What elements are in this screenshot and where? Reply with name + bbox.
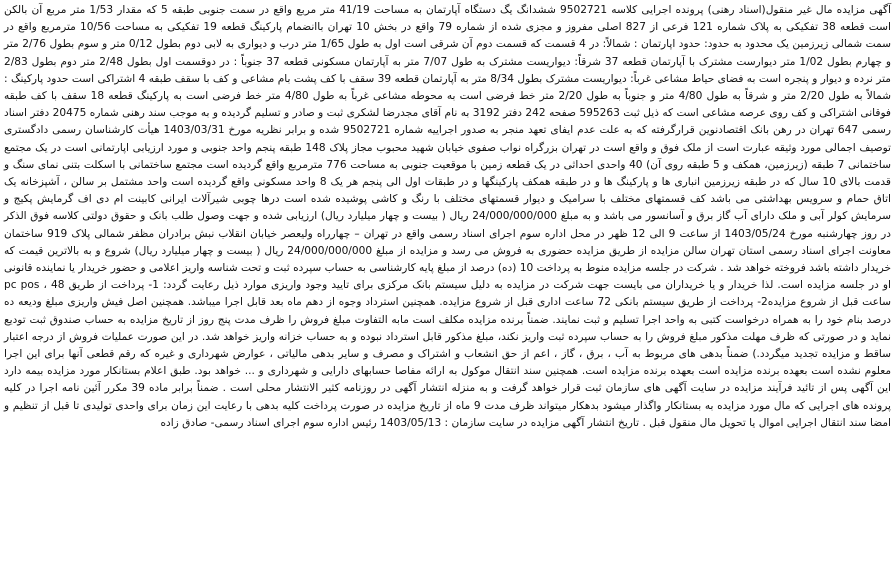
notice-body-text: آگهی مزایده مال غیر منقول(اسناد رهنی) پرونده اجرایی کلاسه 9502721 ششدانگ یگ دستگاه آپارتمان به مساحت 41/19 متر مربع واقع در سمت جنوبی طبقه 5 که مقدار 1/53 متر مربع آن بالکن است قطعه 38 تفکیکی به پلاک شماره 121 فرعی از 827 اصلی مفروز و مجزی شده از شماره 79 واقع در بخش 10 تهران باانضمام پارکینگ قطعه 19 تفکیکی به مساحت 10/56 مترمربع واقع در سمت شمالی زیرزمین یک محدود به حدود: حدود اپارتمان : شمالاً: در 4 قسمت که قسمت دوم آن شرقی است اول به طول 1/65 متر درب و دیواری به لابی دوم بطول 0/12 متر و سوم بطول 2/76 متر و چهارم بطول 1/02 متر دیوارست مشترک با آپارتمان قطعه 37 شرقاً: دیواریست مشترک به طول 7/07 متر به آپارتمان مسکونی قطعه 37 جنوباً : در دوقسمت اول بطول 2/48 متر دوم بطول 2/83 متر نرده و دیوار و پنجره است به فضای حیاط مشاعی غرباً: دیواریست مشترک بطول 8/34 متر به آپارتمان قطعه 39 سقف با کف پشت بام مشاعی و کف با سقف طبقه 4 اشتراکی است حدود پارکینگ : شمالاً به طول 2/20 متر و شرقاً به طول 4/80 متر و جنوباً به طول 2/20 متر خط فرضی است به محوطه مشاعی غرباً به طول 4/80 متر خط فرضی است به پارکینگ قطعه 18 سقف با کف طبقه فوقانی اشتراکی و کف روی عرصه مشاعی است که ذیل ثبت 595263 صفحه 242 دفتر 3192 به نام آقای مجدرضا لشکری ثبت و صادر و تسلیم گردیده و به موجب سند رهنی شماره 20475 دفتر اسناد رسمی 647 تهران در رهن بانک اقتصادنوین قرارگرفته که به علت عدم ایفای تعهد منجر به صدور اجراییه شماره 9502721 شده و برابر نظریه مورخ 1403/03/31 هیأت کارشناسان رسمی دادگستری توصیف اجمالی مورد وثیقه عبارت است از ملک فوق و واقع است در تهران بزرگراه نواب صفوی خیابان شهید محبوب مجاز پلاک 148 طبقه پنجم واحد جنوبی و مورد ارزیابی اپارتمانی است در یک مجتمع ساختمانی 7 طبقه (زیرزمین، همکف و 5 طبقه روی آن) 40 واحدی احداثی در یک قطعه زمین با موقعیت جنوبی به مساحت 776 مترمربع واقع گردیده است مجتمع ساختمانی با اسکلت بتنی نمای سنگ و قدمت بالای 10 سال که در طبقه زیرزمین انباری ها و پارکینگ ها و در طبقه همکف پارکینگها و در طبقات اول الی پنجم هر یک 8 واحد مسکونی واقع گردیده است واحد مشتمل بر سالن ، آشپزخانه یک اتاق حمام و سرویس بهداشتی می باشد کف قسمتهای مختلف با سرامیک و دیوار قسمتهای مختلف با رنگ و کاشی پوشیده شده است درها چوبی شیرآلات ایرانی کابینت ام دی اف گرمایش پکیج و سرمایش کولر آبی و ملک دارای آب گاز برق و آسانسور می باشد و به مبلغ 24/000/000/000 ریال ( بیست و چهار میلیارد ریال) ارزیابی شده و جهت وصول طلب بانک و حقوق دولتی کلاسه فوق الذکر در روز چهارشنبه مورخ 1403/05/24 از ساعت 9 الی 12 ظهر در محل اداره سوم اجرای اسناد رسمی واقع در تهران – چهارراه ولیعصر خیابان انقلاب نبش برادران مظفر شمالی پلاک 919 ساختمان معاونت اجرای اسناد رسمی استان تهران سالن مزایده از طریق مزایده حضوری به فروش می رسد و مزایده از مبلغ 24/000/000/000 ریال ( بیست و چهار میلیارد ریال) شروع و به بالاترین قیمت که خریدار داشته باشد فروخته خواهد شد . شرکت در جلسه مزایده منوط به پرداخت 10 (ده) درصد از مبلغ پایه کارشناسی به حساب سپرده ثبت و تحت شناسه واریز اعلامی و حضور خریدار یا نماینده قانونی او در جلسه مزایده است. لذا خریدار و یا خریداران می بایست جهت شرکت در مزایده به دلیل سیستم بانک مرکزی برای تایید وجود واریزی موارد ذیل رعایت گردد: 1- پرداخت از طریق pc pos ، 48 ساعت قبل از شروع مزایده2- پرداخت از طریق سیستم بانکی 72 ساعت اداری قبل از شروع مزایده. همچنین استرداد وجوه از دهم ماه بعد قابل اجرا میباشد. همچنین اصل فیش واریزی مبلغ ودیعه ده درصد بنام خود را به همراه درخواست کتبی به واحد اجرا تسلیم و ثبت نمایند. ضمناً برنده مزایده مکلف است مابه التفاوت مبلغ فروش را ظرف مدت پنج روز از تاریخ مزایده به حساب صندوق ثبت تودیع نماید و در صورتی که ظرف مهلت مذکور مبلغ فروش را به حساب سپرده ثبت واریز نکند، مبلغ مذکور قابل استرداد نبوده و به حساب خزانه واریز خواهد شد. در این صورت عملیات فروش از درجه اعتبار ساقط و مزایده تجدید میگردد.) ضمناً بدهی های مربوط به آب ، برق ، گاز ، اعم از حق انشعاب و اشتراک و مصرف و سایر بدهی مالیاتی ، عوارض شهرداری و غیره که رقم قطعی آنها برای این اجرا معلوم نشده است بعهده برنده مزایده است بعهده برنده مزایده است. همچنین سند انتقال موکول به ارائه مفاصا حسابهای دارایی و شهرداری و ... خواهد بود. طبق اعلام بستانکار مورد مزایده بیمه دارد این آگهی پس از تائید فرآیند مزایده در سایت آگهی های سازمان ثبت قرار خواهد گرفت و به منزله انتشار آگهی در روزنامه کثیر الانتشار محلی است . ضمناً برابر ماده 39 مکرر آئین نامه اجرا در کلیه پرونده های اجرایی که مال مورد مزایده به بستانکار واگذار میشود بدهکار میتواند ظرف مدت 9 ماه از تاریخ مزایده در صورت پرداخت کلیه بدهی با رعایت این زمان برای واحدی تولیدی تا قبل از تنظیم و امضا سند انتقال اجرایی اموال یا تحویل مال منقول قبل . تاریخ انتشار آگهی مزایده در سایت سازمان : 1403/05/13 رئیس اداره سوم اجرای اسناد رسمی- صادق زاده [4, 4, 892, 429]
